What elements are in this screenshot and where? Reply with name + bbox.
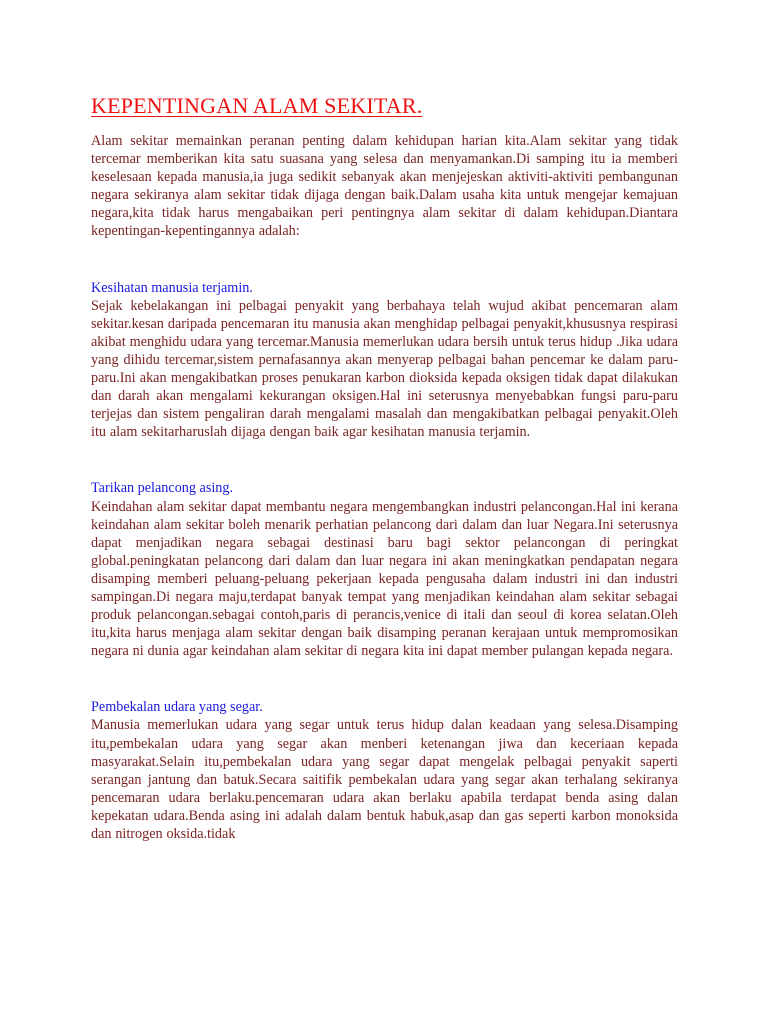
section-heading: Kesihatan manusia terjamin. (91, 279, 253, 296)
section-health (91, 279, 678, 442)
section-fresh-air (91, 698, 678, 843)
section-body: Sejak kebelakangan ini pelbagai penyakit yang berbahaya telah wujud akibat pencemaran alam sekitar.kesan daripada pencemaran itu manusia akan menghidap pelbagai penyakit,khususnya respirasi akibat menghidu udara yang tercemar.Manusia memerlukan udara bersih untuk terus hidup .Jika udara yang dihidu tercemar,sistem pernafasannya akan menyerap pelbagai bahan pencemar ke dalam paru-paru.Ini akan mengakibatkan proses penukaran karbon dioksida kepada oksigen tidak dapat dilakukan dan darah akan mengalami kekurangan oksigen.Hal ini seterusnya menyebabkan fungsi paru-paru terjejas dan sistem pengaliran darah mengalami masalah dan mengakibatkan pelbagai penyakit.Oleh itu alam sekitarharuslah dijaga dengan baik agar kesihatan manusia terjamin. (91, 297, 678, 441)
section-tourism (91, 479, 678, 660)
intro-paragraph: Alam sekitar memainkan peranan penting dalam kehidupan harian kita.Alam sekitar yang tidak tercemar memberikan kita satu suasana yang selesa dan menyamankan.Di samping itu ia memberi keselesaan kepada manusia,ia juga sedikit sebanyak akan menjejeskan aktiviti-aktiviti pembangunan negara sekiranya alam sekitar tidak dijaga dengan baik.Dalam usaha kita untuk mengejar kemajuan negara,kita tidak harus mengabaikan peri pentingnya alam sekitar di dalam kehidupan.Diantara kepentingan-kepentingannya adalah: (91, 133, 678, 240)
document-title: KEPENTINGAN ALAM SEKITAR. (91, 93, 423, 118)
section-body: Manusia memerlukan udara yang segar untuk terus hidup dalan keadaan yang selesa.Disamping itu,pembekalan udara yang segar akan menberi ketenangan jiwa dan keceriaan kepada masyarakat.Selain itu,pembekalan udara yang segar dapat mengelak pelbagai penyakit saperti serangan jantung dan batuk.Secara saitifik pembekalan udara yang segar akan terhalang sekiranya pencemaran udara berlaku.pencemaran udara akan berlaku apabila terdapat benda asing dalan kepekatan udara.Benda asing ini adalah dalam bentuk habuk,asap dan gas seperti karbon monoksida dan nitrogen oksida.tidak (91, 717, 678, 842)
document-page (91, 92, 678, 843)
section-body: Keindahan alam sekitar dapat membantu negara mengembangkan industri pelancongan.Hal ini kerana keindahan alam sekitar boleh menarik perhatian pelancong dari dalam dan luar Negara.Ini seterusnya dapat menjadikan negara sebagai destinasi baru bagi sektor pelancongan di peringkat global.peningkatan pelancong dari dalam dan luar negara ini akan meningkatkan pendapatan negara disamping memberi peluang-peluang pekerjaan kepada pengusaha dalam industri ini dan industri sampingan.Di negara maju,terdapat banyak tempat yang menjadikan keindahan alam sekitar sebagai produk pelancongan.sebagai contoh,paris di perancis,venice di itali dan seoul di korea selatan.Oleh itu,kita harus menjaga alam sekitar dengan baik disamping peranan kerajaan untuk mempromosikan negara ni dunia agar keindahan alam sekitar di negara kita ini dapat member pulangan kepada negara. (91, 498, 678, 660)
section-heading: Pembekalan udara yang segar. (91, 699, 263, 716)
section-heading: Tarikan pelancong asing. (91, 480, 234, 497)
